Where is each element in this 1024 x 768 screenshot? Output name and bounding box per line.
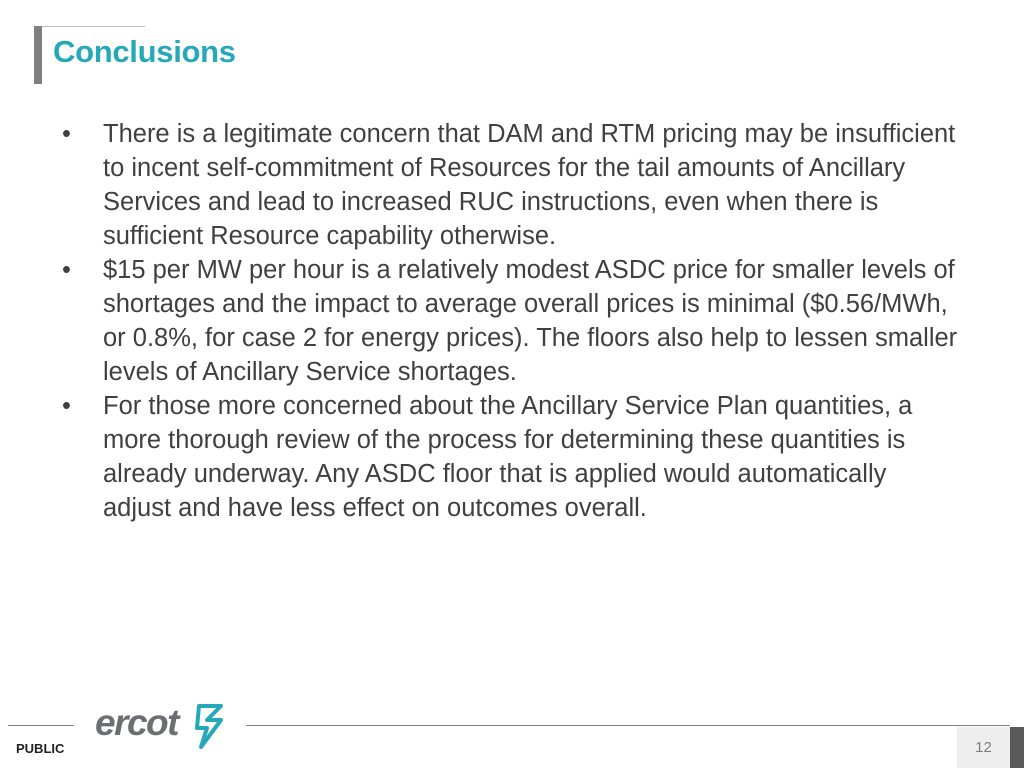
bullet-marker: • [62, 392, 71, 420]
page-tab-accent [1010, 727, 1024, 768]
bullet-item [60, 253, 960, 389]
page-number: 12 [975, 739, 992, 756]
title-top-rule [35, 26, 145, 27]
footer-rule-right [246, 725, 1010, 726]
bullet-item [60, 389, 960, 525]
bullet-marker: • [62, 120, 71, 148]
classification-label: PUBLIC [16, 741, 65, 756]
bullet-item [60, 117, 960, 253]
footer-rule-left [8, 725, 74, 726]
bullet-text: For those more concerned about the Ancillary Service Plan quantities, a more thorough review of the process for determining these quantities is already underway. Any ASDC floor that is applied would automatically adjust and have less effect on outcomes overall. [103, 392, 913, 522]
logo-wordmark: ercot [95, 702, 178, 743]
title-accent-bar [34, 26, 42, 84]
ercot-logo [95, 700, 230, 752]
lightning-bolt-icon [197, 706, 221, 747]
bullet-list [60, 117, 960, 525]
bullet-text: $15 per MW per hour is a relatively modest ASDC price for smaller levels of shortages and the impact to average overall prices is minimal ($0.56/MWh, or 0.8%, for case 2 for energy prices). The floors also help to lessen smaller levels of Ancillary Service shortages. [103, 256, 958, 386]
bullet-marker: • [62, 256, 71, 284]
slide-title: Conclusions [53, 34, 236, 69]
bullet-text: There is a legitimate concern that DAM and RTM pricing may be insufficient to incent self-commitment of Resources for the tail amounts of Ancillary Services and lead to increased RUC instructions, even when there is sufficient Resource capability otherwise. [103, 120, 956, 250]
